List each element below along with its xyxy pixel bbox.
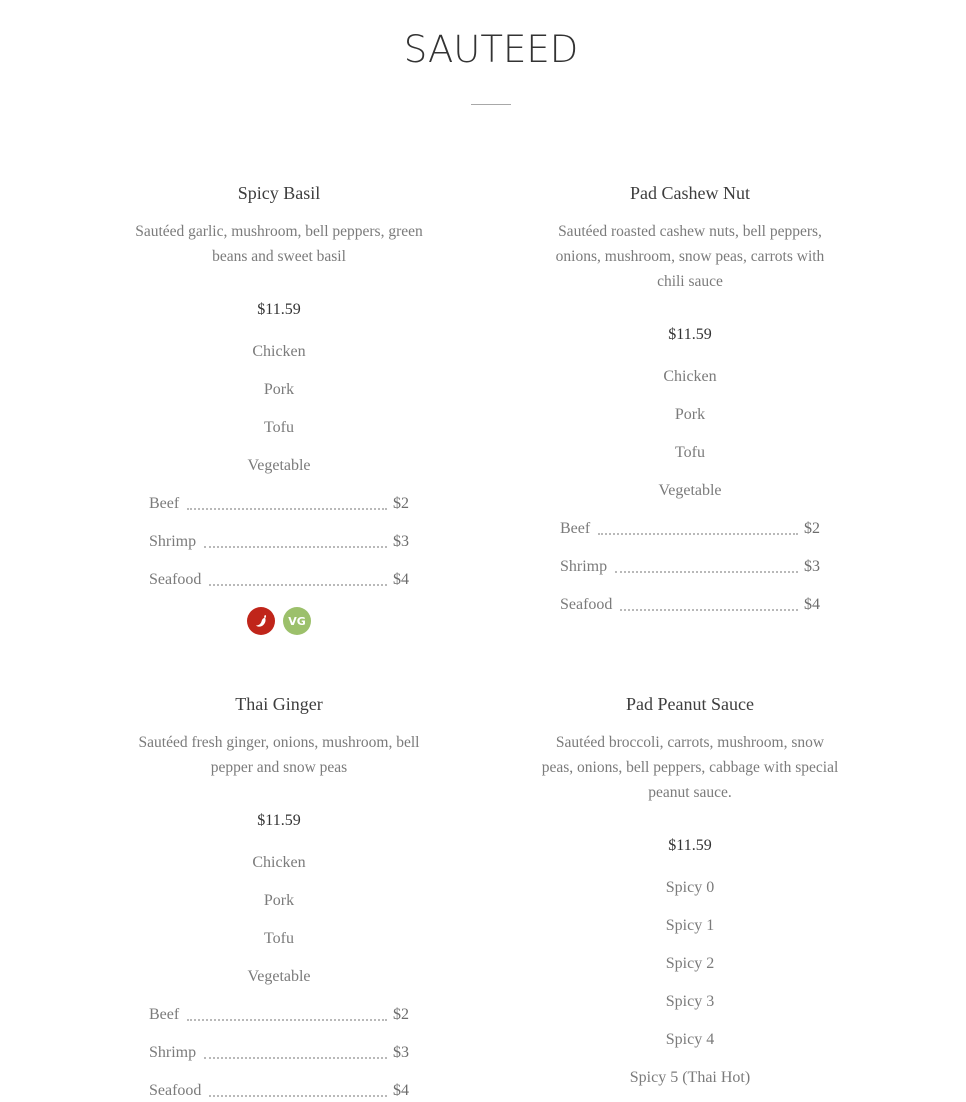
addon-price: $3 <box>804 558 820 575</box>
addon-row <box>149 569 409 591</box>
addon-price: $4 <box>393 1082 409 1099</box>
option-item: Vegetable <box>247 968 311 985</box>
dietary-badges <box>129 607 429 635</box>
item-description: Sautéed fresh ginger, onions, mushroom, bell pepper and snow peas <box>138 734 420 776</box>
option-item: Tofu <box>675 444 705 461</box>
addon-price: $3 <box>393 533 409 550</box>
option-item: Chicken <box>252 854 306 871</box>
menu-item-spicy-basil <box>129 182 429 635</box>
option-item: Spicy 3 <box>665 993 715 1010</box>
addon-row <box>149 531 409 553</box>
addon-label: Shrimp <box>149 533 197 550</box>
menu-item-pad-peanut-sauce <box>530 693 850 1089</box>
addon-label: Beef <box>149 495 180 512</box>
addon-price: $2 <box>804 520 820 537</box>
addon-label: Beef <box>560 520 591 537</box>
addon-row <box>149 493 409 515</box>
addon-row <box>149 1042 409 1064</box>
option-item: Pork <box>263 381 295 398</box>
item-price: $11.59 <box>257 812 301 829</box>
addon-price: $4 <box>804 596 820 613</box>
item-price: $11.59 <box>257 301 301 318</box>
item-price: $11.59 <box>668 326 712 343</box>
vegan-icon: VG <box>283 607 311 635</box>
option-item: Pork <box>674 406 706 423</box>
option-item: Spicy 5 (Thai Hot) <box>629 1069 751 1086</box>
addon-price: $2 <box>393 1006 409 1023</box>
addon-price: $2 <box>393 495 409 512</box>
option-item: Tofu <box>264 419 294 436</box>
addon-price: $4 <box>393 571 409 588</box>
addon-label: Shrimp <box>560 558 608 575</box>
section-title: SAUTEED <box>403 28 579 71</box>
item-name: Pad Peanut Sauce <box>626 694 754 714</box>
leader-dots <box>187 507 387 510</box>
option-item: Chicken <box>663 368 717 385</box>
addon-row <box>149 1004 409 1026</box>
option-item: Chicken <box>252 343 306 360</box>
leader-dots <box>209 583 387 586</box>
leader-dots <box>598 532 798 535</box>
option-item: Pork <box>263 892 295 909</box>
item-description: Sautéed roasted cashew nuts, bell peppers, onions, mushroom, snow peas, carrots with chili sauce <box>555 223 825 290</box>
addon-label: Seafood <box>149 571 202 588</box>
option-item: Spicy 4 <box>665 1031 715 1048</box>
leader-dots <box>620 608 798 611</box>
addon-row <box>560 518 820 540</box>
item-description: Sautéed garlic, mushroom, bell peppers, green beans and sweet basil <box>135 223 423 265</box>
item-name: Pad Cashew Nut <box>630 183 750 203</box>
chili-pepper-icon <box>247 607 275 635</box>
item-name: Spicy Basil <box>237 183 321 203</box>
addon-row <box>149 1080 409 1102</box>
title-divider <box>471 104 511 105</box>
item-description: Sautéed broccoli, carrots, mushroom, snow peas, onions, bell peppers, cabbage with special peanut sauce. <box>541 734 839 801</box>
item-price: $11.59 <box>668 837 712 854</box>
leader-dots <box>615 570 798 573</box>
option-item: Spicy 2 <box>665 955 715 972</box>
addon-label: Seafood <box>560 596 613 613</box>
leader-dots <box>204 545 387 548</box>
option-item: Tofu <box>264 930 294 947</box>
addon-label: Beef <box>149 1006 180 1023</box>
menu-item-pad-cashew-nut <box>540 182 840 616</box>
item-name: Thai Ginger <box>235 694 323 714</box>
addon-label: Seafood <box>149 1082 202 1099</box>
option-item: Spicy 0 <box>665 879 715 896</box>
option-item: Spicy 1 <box>665 917 715 934</box>
addon-price: $3 <box>393 1044 409 1061</box>
option-item: Vegetable <box>247 457 311 474</box>
menu-item-thai-ginger <box>129 693 429 1102</box>
leader-dots <box>209 1094 387 1097</box>
leader-dots <box>204 1056 387 1059</box>
addon-row <box>560 594 820 616</box>
addon-row <box>560 556 820 578</box>
addon-label: Shrimp <box>149 1044 197 1061</box>
option-item: Vegetable <box>658 482 722 499</box>
leader-dots <box>187 1018 387 1021</box>
